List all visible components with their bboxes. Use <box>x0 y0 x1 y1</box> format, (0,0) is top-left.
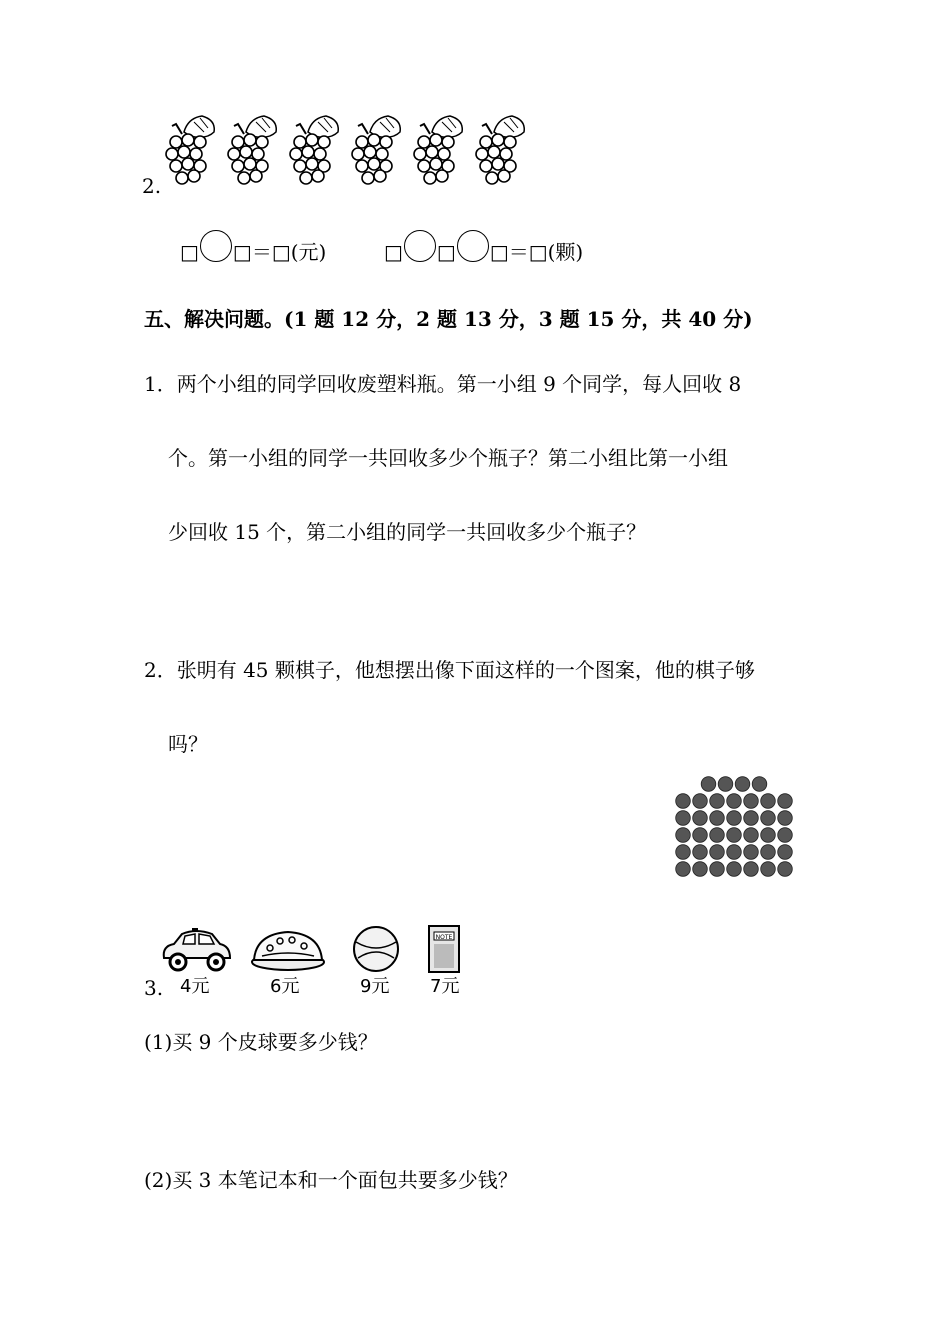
chess-piece-dot <box>761 794 776 809</box>
chess-piece-dot <box>693 811 708 826</box>
chess-piece-dot <box>761 811 776 826</box>
price-label: 9元 <box>360 976 390 997</box>
blank-box[interactable]: □ <box>271 240 291 264</box>
blank-box[interactable]: □ <box>180 240 199 264</box>
price-label: 4元 <box>180 976 210 997</box>
chess-piece-dot <box>718 777 733 792</box>
blank-box[interactable]: □ <box>489 240 509 264</box>
operator-circle[interactable] <box>200 230 232 262</box>
chess-piece-dot <box>701 777 716 792</box>
grapes-picture <box>160 112 528 190</box>
unit-label: (元) <box>290 240 327 264</box>
problem-1-line-1: 1．两个小组的同学回收废塑料瓶。第一小组 9 个同学，每人回收 8 <box>144 372 742 396</box>
equals-sign: ＝ <box>251 240 272 264</box>
chess-piece-dot <box>710 811 725 826</box>
operator-circle[interactable] <box>457 230 489 262</box>
chess-piece-dot <box>693 794 708 809</box>
chess-piece-dot <box>727 845 742 860</box>
chess-piece-dot <box>693 862 708 877</box>
unit-label: (颗) <box>547 240 584 264</box>
sub-question-1: (1)买 9 个皮球要多少钱？ <box>144 1030 378 1054</box>
chess-piece-dot <box>710 845 725 860</box>
section-heading: 五、解决问题。(1 题 12 分，2 题 13 分，3 题 15 分，共 40 分) <box>144 307 753 331</box>
chess-piece-dot <box>727 794 742 809</box>
price-label: 7元 <box>430 976 460 997</box>
question-number: 2. <box>142 174 162 198</box>
chess-piece-dot <box>676 862 691 877</box>
chess-piece-dot <box>727 811 742 826</box>
chess-piece-dot <box>778 794 793 809</box>
chess-piece-dot <box>752 777 767 792</box>
problem-3-number: 3. <box>144 976 164 1000</box>
chess-piece-dot <box>744 862 759 877</box>
chess-piece-dot <box>710 862 725 877</box>
chess-piece-dot <box>676 811 691 826</box>
operator-circle[interactable] <box>404 230 436 262</box>
equals-sign: ＝ <box>508 240 529 264</box>
grape-bunch-icon <box>160 112 218 190</box>
ball-icon <box>350 924 402 974</box>
chess-piece-dot <box>727 828 742 843</box>
grape-bunch-icon <box>284 112 342 190</box>
chess-piece-dot <box>778 811 793 826</box>
sub-question-2: (2)买 3 本笔记本和一个面包共要多少钱？ <box>144 1168 518 1192</box>
notebook-icon <box>426 924 462 974</box>
chess-piece-dot <box>744 845 759 860</box>
equation-ke <box>384 232 583 272</box>
grape-bunch-icon <box>346 112 404 190</box>
grape-bunch-icon <box>222 112 280 190</box>
chess-piece-dot <box>735 777 750 792</box>
chess-piece-dot <box>761 828 776 843</box>
chess-piece-dot <box>693 845 708 860</box>
grape-bunch-icon <box>408 112 466 190</box>
chess-piece-dot <box>710 828 725 843</box>
chess-piece-dot <box>744 811 759 826</box>
chess-piece-dot <box>778 862 793 877</box>
svg-text:NOTE: NOTE <box>435 934 453 941</box>
chess-pattern-figure <box>674 776 814 880</box>
chess-piece-dot <box>693 828 708 843</box>
chess-piece-dot <box>676 794 691 809</box>
blank-box[interactable]: □ <box>528 240 548 264</box>
chess-piece-dot <box>744 828 759 843</box>
blank-box[interactable]: □ <box>436 240 456 264</box>
chess-piece-dot <box>778 845 793 860</box>
chess-piece-dot <box>676 828 691 843</box>
chess-piece-dot <box>676 845 691 860</box>
bread-icon <box>248 924 328 974</box>
chess-piece-dot <box>778 828 793 843</box>
blank-box[interactable]: □ <box>384 240 403 264</box>
chess-piece-dot <box>710 794 725 809</box>
chess-piece-dot <box>761 862 776 877</box>
grape-bunch-icon <box>470 112 528 190</box>
chess-piece-dot <box>727 862 742 877</box>
chess-piece-dot <box>761 845 776 860</box>
blank-box[interactable]: □ <box>232 240 252 264</box>
toy-car-icon <box>158 924 234 974</box>
chess-piece-dot <box>744 794 759 809</box>
problem-1-line-3: 少回收 15 个，第二小组的同学一共回收多少个瓶子？ <box>168 520 647 544</box>
equation-yuan <box>180 232 326 272</box>
problem-1-line-2: 个。第一小组的同学一共回收多少个瓶子？第二小组比第一小组 <box>168 446 728 470</box>
price-label: 6元 <box>270 976 300 997</box>
problem-2-line-1: 2．张明有 45 颗棋子，他想摆出像下面这样的一个图案，他的棋子够 <box>144 658 755 682</box>
problem-2-line-2: 吗？ <box>168 732 208 756</box>
